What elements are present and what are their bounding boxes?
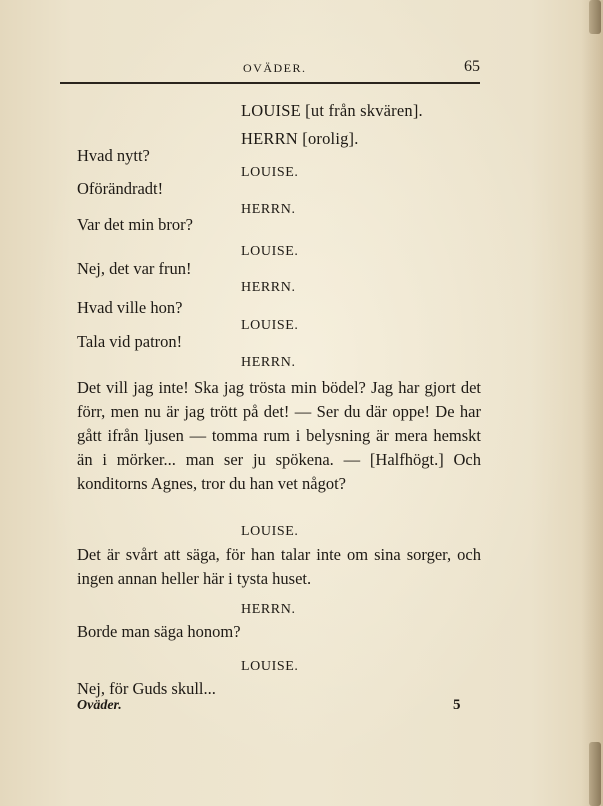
running-title: OVÄDER.	[243, 61, 307, 75]
speaker-louise-2: LOUISE.	[241, 244, 299, 259]
dialogue-line-6: Tala vid patron!	[77, 332, 183, 351]
speaker-louise-5: LOUISE.	[241, 659, 299, 674]
bottom-page-tab	[589, 742, 601, 806]
dialogue-line-8: Nej, för Guds skull...	[77, 679, 216, 698]
header-rule	[60, 82, 480, 84]
dialogue-line-7: Borde man säga honom?	[77, 622, 241, 641]
dialogue-line-1: Hvad nytt?	[77, 146, 150, 165]
stage-direction-louise: LOUISE [ut från skvären].	[241, 101, 423, 120]
speaker-herrn-2: HERRN.	[241, 280, 296, 295]
speaker-herrn-1: HERRN.	[241, 202, 296, 217]
dialogue-line-5: Hvad ville hon?	[77, 298, 183, 317]
dialogue-paragraph-1: Det vill jag inte! Ska jag trösta min bödel? Jag har gjort det förr, men nu är jag trött på det! — Ser du där oppe! De har gått ifrån ljusen — tomma rum i belysning är mera hemskt än i mörker... man ser ju spökena. — [Halfhögt.] Och konditorns Agnes, tror du han vet något?	[77, 378, 481, 493]
page-number: 65	[464, 58, 480, 75]
dialogue-line-2: Oförändradt!	[77, 179, 164, 198]
speaker-herrn-4: HERRN.	[241, 602, 296, 617]
stage-direction-herrn: HERRN [orolig].	[241, 129, 359, 148]
speaker-louise-4: LOUISE.	[241, 524, 299, 539]
speaker-louise-3: LOUISE.	[241, 318, 299, 333]
page-edge-shadow	[581, 0, 603, 806]
dialogue-line-4: Nej, det var frun!	[77, 259, 192, 278]
footer-signature: 5	[453, 697, 461, 713]
speaker-louise-1: LOUISE.	[241, 165, 299, 180]
speaker-herrn-3: HERRN.	[241, 355, 296, 370]
page-header	[60, 58, 480, 80]
top-page-tab	[589, 0, 601, 34]
dialogue-line-3: Var det min bror?	[77, 215, 193, 234]
dialogue-paragraph-2: Det är svårt att säga, för han talar inte om sina sorger, och ingen annan heller här i tysta huset.	[77, 545, 481, 588]
footer-title: Oväder.	[77, 698, 122, 713]
